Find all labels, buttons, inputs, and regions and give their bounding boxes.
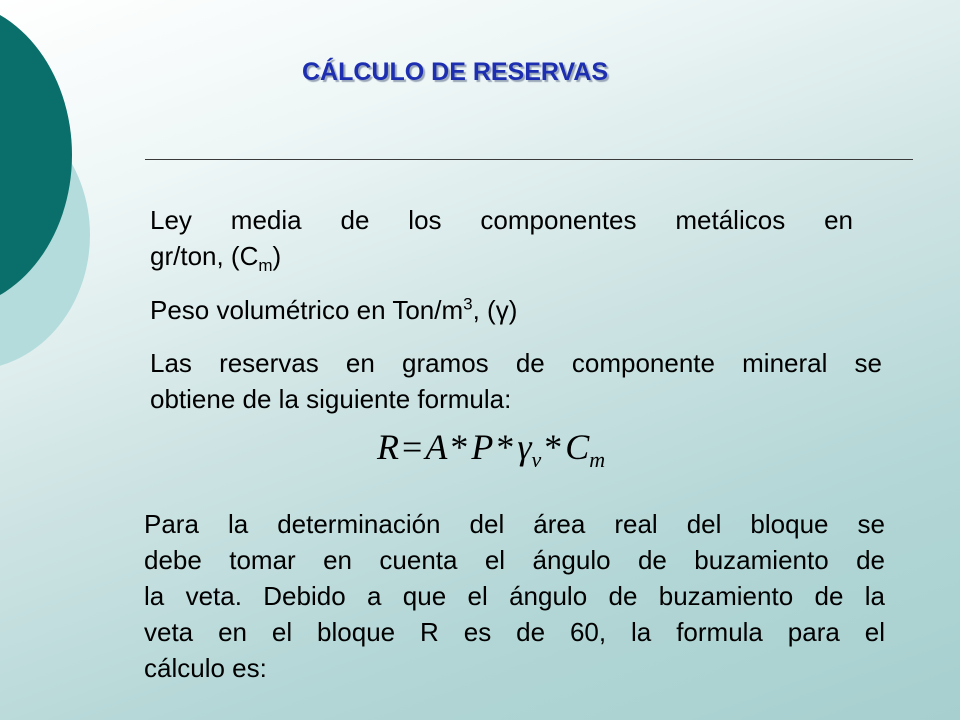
reservas-line-1: Las reservas en gramos de componente mineral se <box>150 348 882 378</box>
paragraph-line: Para la determinación del área real del bloque se <box>144 509 885 539</box>
formula-times-3: * <box>544 427 563 467</box>
paragraph-line: veta en el bloque R es de 60, la formula para el <box>144 617 885 647</box>
formula-times-1: * <box>450 427 469 467</box>
formula-c: C <box>565 427 590 467</box>
m3-superscript: 3 <box>463 294 473 314</box>
ley-media-close: ) <box>272 241 282 271</box>
area-paragraph <box>144 506 885 686</box>
ley-media-line-2 <box>150 238 853 274</box>
ley-media-text: gr/ton, (C <box>150 241 259 271</box>
formula-times-2: * <box>496 427 515 467</box>
reservas-line-2: obtiene de la siguiente formula: <box>150 384 512 414</box>
formula-p: P <box>471 427 494 467</box>
paragraph-line: debe tomar en cuenta el ángulo de buzamiento de <box>144 545 885 575</box>
reserve-formula <box>377 426 606 473</box>
formula-gamma-sub: v <box>531 447 542 473</box>
formula-gamma: γ <box>517 427 532 467</box>
bullet-peso-volumetrico <box>150 292 670 328</box>
ley-media-line-1: Ley media de los componentes metálicos en <box>150 205 853 235</box>
title-divider <box>145 159 913 160</box>
peso-gamma: , (γ) <box>472 295 518 325</box>
formula-equals: = <box>402 427 423 467</box>
formula-r: R <box>377 427 399 467</box>
bullet-ley-media <box>150 202 853 274</box>
bullet-reservas <box>150 345 882 417</box>
peso-text: Peso volumétrico en Ton/m <box>150 295 464 325</box>
formula-a: A <box>425 427 448 467</box>
slide-title: CÁLCULO DE RESERVAS <box>302 58 609 86</box>
cm-subscript: m <box>258 256 273 276</box>
paragraph-last-line: cálculo es: <box>144 653 267 683</box>
formula-c-sub: m <box>589 447 606 473</box>
paragraph-line: la veta. Debido a que el ángulo de buzamiento de la <box>144 581 885 611</box>
